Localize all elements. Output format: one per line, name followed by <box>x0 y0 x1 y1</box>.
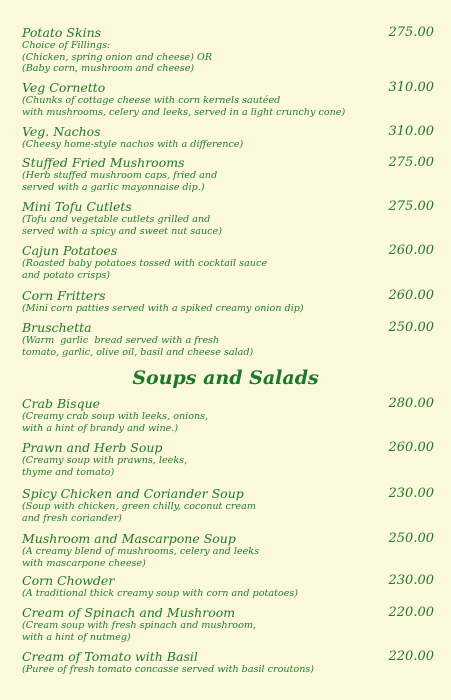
menu-item-spicy-chicken-and-coriander-soup <box>22 487 442 524</box>
item-description: Choice of Fillings: (Chicken, spring onion and cheese) OR (Baby corn, mushroom and cheese) <box>22 40 213 74</box>
item-description: (A traditional thick creamy soup with corn and potatoes) <box>22 588 299 599</box>
item-price: 220.00 <box>388 605 434 620</box>
menu-item-corn-chowder <box>22 574 442 600</box>
menu-item-veg-cornetto <box>22 81 442 118</box>
item-price: 220.00 <box>388 649 434 664</box>
menu-item-prawn-and-herb-soup <box>22 441 442 478</box>
item-name: Bruschetta <box>22 320 92 335</box>
item-price: 250.00 <box>388 531 434 546</box>
item-price: 310.00 <box>388 124 434 139</box>
item-name: Potato Skins <box>22 25 102 40</box>
item-price: 275.00 <box>388 155 434 170</box>
item-name: Veg Cornetto <box>22 80 106 95</box>
section-title-soups-and-salads: Soups and Salads <box>132 367 319 389</box>
item-price: 280.00 <box>388 396 434 411</box>
item-name: Cream of Spinach and Mushroom <box>22 605 236 620</box>
menu-item-cream-of-spinach-and-mushroom <box>22 606 442 643</box>
item-name: Crab Bisque <box>22 396 101 411</box>
menu-item-crab-bisque <box>22 397 442 434</box>
menu-item-corn-fritters <box>22 289 442 315</box>
item-name: Mini Tofu Cutlets <box>22 199 132 214</box>
item-description: (Warm garlic bread served with a fresh tomato, garlic, olive oil, basil and cheese salad) <box>22 335 254 358</box>
item-name: Corn Fritters <box>22 288 106 303</box>
item-name: Cream of Tomato with Basil <box>22 649 198 664</box>
item-price: 275.00 <box>388 25 434 40</box>
item-name: Prawn and Herb Soup <box>22 440 163 455</box>
item-description: (Creamy soup with prawns, leeks, thyme and tomato) <box>22 455 188 478</box>
item-name: Mushroom and Mascarpone Soup <box>22 531 236 546</box>
item-description: (Cheesy home-style nachos with a difference) <box>22 139 244 150</box>
menu-item-mini-tofu-cutlets <box>22 200 442 237</box>
menu-item-potato-skins <box>22 26 442 75</box>
item-description: (Mini corn patties served with a spiked creamy onion dip) <box>22 303 304 314</box>
item-name: Spicy Chicken and Coriander Soup <box>22 486 244 501</box>
item-description: (Soup with chicken, green chilly, coconut cream and fresh coriander) <box>22 501 256 524</box>
item-description: (Puree of fresh tomato concasse served with basil croutons) <box>22 664 315 675</box>
item-description: (Cream soup with fresh spinach and mushroom, with a hint of nutmeg) <box>22 620 256 643</box>
item-price: 230.00 <box>388 573 434 588</box>
item-description: (A creamy blend of mushrooms, celery and leeks with mascarpone cheese) <box>22 546 260 569</box>
item-price: 310.00 <box>388 80 434 95</box>
item-description: (Herb stuffed mushroom caps, fried and served with a garlic mayonnaise dip.) <box>22 170 218 193</box>
item-price: 260.00 <box>388 243 434 258</box>
menu-item-cream-of-tomato-with-basil <box>22 650 442 676</box>
item-price: 275.00 <box>388 199 434 214</box>
menu-item-veg-nachos <box>22 125 442 151</box>
item-price: 230.00 <box>388 486 434 501</box>
menu-item-bruschetta <box>22 321 442 358</box>
item-description: (Roasted baby potatoes tossed with cocktail sauce and potato crisps) <box>22 258 268 281</box>
item-description: (Creamy crab soup with leeks, onions, with a hint of brandy and wine.) <box>22 411 209 434</box>
menu-item-cajun-potatoes <box>22 244 442 281</box>
menu-item-stuffed-fried-mushrooms <box>22 156 442 193</box>
item-name: Stuffed Fried Mushrooms <box>22 155 185 170</box>
item-name: Cajun Potatoes <box>22 243 118 258</box>
item-name: Corn Chowder <box>22 573 115 588</box>
item-description: (Chunks of cottage cheese with corn kernels sautéed with mushrooms, celery and leeks, served in a light crunchy cone) <box>22 95 346 118</box>
item-price: 260.00 <box>388 440 434 455</box>
item-description: (Tofu and vegetable cutlets grilled and served with a spicy and sweet nut sauce) <box>22 214 222 237</box>
item-price: 250.00 <box>388 320 434 335</box>
menu-item-mushroom-and-mascarpone-soup <box>22 532 442 569</box>
item-name: Veg. Nachos <box>22 124 101 139</box>
item-price: 260.00 <box>388 288 434 303</box>
